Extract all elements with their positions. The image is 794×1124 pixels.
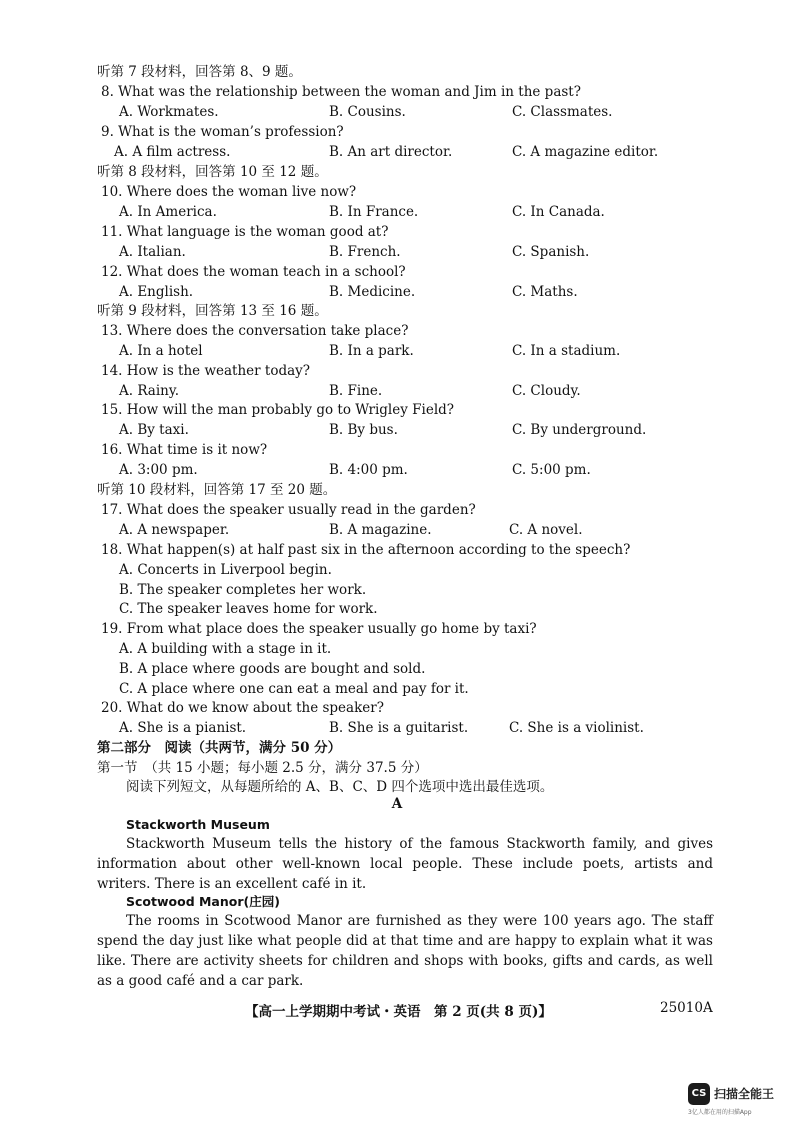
question-12: 12. What does the woman teach in a school? bbox=[101, 264, 406, 280]
q14-option-c: C. Cloudy. bbox=[512, 383, 581, 399]
question-14: 14. How is the weather today? bbox=[101, 363, 310, 379]
watermark-tagline: 3亿人都在用的扫描App bbox=[688, 1109, 752, 1116]
q16-option-c: C. 5:00 pm. bbox=[512, 462, 591, 478]
listening-heading-8: 听第 8 段材料，回答第 10 至 12 题。 bbox=[97, 164, 328, 180]
passage-label: A bbox=[391, 796, 403, 812]
q11-option-c: C. Spanish. bbox=[512, 244, 590, 260]
manor-title: Scotwood Manor(庄园) bbox=[126, 894, 280, 909]
question-15: 15. How will the man probably go to Wrigley Field? bbox=[101, 402, 455, 418]
q13-option-a: A. In a hotel bbox=[119, 343, 203, 359]
q8-option-b: B. Cousins. bbox=[329, 104, 406, 120]
question-9: 9. What is the woman’s profession? bbox=[101, 124, 344, 140]
q12-option-a: A. English. bbox=[119, 284, 194, 300]
paper-code: 25010A bbox=[660, 1000, 713, 1016]
q9-option-b: B. An art director. bbox=[329, 144, 453, 160]
museum-title: Stackworth Museum bbox=[126, 817, 270, 832]
question-16: 16. What time is it now? bbox=[101, 442, 268, 458]
q17-option-c: C. A novel. bbox=[509, 522, 583, 538]
q14-option-b: B. Fine. bbox=[329, 383, 383, 399]
q19-option-a: A. A building with a stage in it. bbox=[119, 641, 332, 657]
q11-option-b: B. French. bbox=[329, 244, 401, 260]
q18-option-c: C. The speaker leaves home for work. bbox=[119, 601, 378, 617]
q8-option-a: A. Workmates. bbox=[119, 104, 219, 120]
q15-option-b: B. By bus. bbox=[329, 422, 398, 438]
question-13: 13. Where does the conversation take place? bbox=[101, 323, 409, 339]
q19-option-c: C. A place where one can eat a meal and pay for it. bbox=[119, 681, 469, 697]
museum-paragraph: Stackworth Museum tells the history of the famous Stackworth family, and gives information about other well-known local people. These include poets, artists and writers. There is an excellent café in it. bbox=[97, 836, 713, 892]
page-footer: 【高一上学期期中考试・英语 第 2 页(共 8 页)】 bbox=[245, 1004, 552, 1020]
q17-option-b: B. A magazine. bbox=[329, 522, 432, 538]
q18-option-b: B. The speaker completes her work. bbox=[119, 582, 367, 598]
question-10: 10. Where does the woman live now? bbox=[101, 184, 357, 200]
q16-option-b: B. 4:00 pm. bbox=[329, 462, 408, 478]
q10-option-c: C. In Canada. bbox=[512, 204, 605, 220]
listening-heading-9: 听第 9 段材料，回答第 13 至 16 题。 bbox=[97, 303, 328, 319]
q11-option-a: A. Italian. bbox=[119, 244, 186, 260]
watermark-app-name: 扫描全能王 bbox=[714, 1087, 775, 1101]
reading-instruction: 阅读下列短文，从每题所给的 A、B、C、D 四个选项中选出最佳选项。 bbox=[126, 779, 554, 795]
q20-option-c: C. She is a violinist. bbox=[509, 720, 644, 736]
question-19: 19. From what place does the speaker usually go home by taxi? bbox=[101, 621, 537, 637]
q18-option-a: A. Concerts in Liverpool begin. bbox=[119, 562, 332, 578]
q9-option-a: A. A film actress. bbox=[114, 144, 231, 160]
section-one-title: 第一节 （共 15 小题；每小题 2.5 分，满分 37.5 分） bbox=[97, 760, 428, 776]
q12-option-b: B. Medicine. bbox=[329, 284, 416, 300]
q13-option-b: B. In a park. bbox=[329, 343, 414, 359]
question-11: 11. What language is the woman good at? bbox=[101, 224, 389, 240]
question-18: 18. What happen(s) at half past six in the afternoon according to the speech? bbox=[101, 542, 631, 558]
listening-heading-10: 听第 10 段材料，回答第 17 至 20 题。 bbox=[97, 482, 337, 498]
camscanner-logo-icon: CS bbox=[688, 1083, 710, 1105]
q14-option-a: A. Rainy. bbox=[119, 383, 179, 399]
q15-option-c: C. By underground. bbox=[512, 422, 647, 438]
manor-paragraph: The rooms in Scotwood Manor are furnished as they were 100 years ago. The staff spend the day just like what people did at that time and are happy to explain what it was like. There are activity sheets for children and shops with books, gifts and cards, as well as a good café and a car park. bbox=[97, 913, 713, 989]
q10-option-a: A. In America. bbox=[119, 204, 217, 220]
q9-option-c: C. A magazine editor. bbox=[512, 144, 659, 160]
listening-heading-7: 听第 7 段材料，回答第 8、9 题。 bbox=[97, 64, 302, 80]
q13-option-c: C. In a stadium. bbox=[512, 343, 621, 359]
q17-option-a: A. A newspaper. bbox=[119, 522, 230, 538]
question-20: 20. What do we know about the speaker? bbox=[101, 700, 384, 716]
q20-option-a: A. She is a pianist. bbox=[119, 720, 247, 736]
q15-option-a: A. By taxi. bbox=[119, 422, 189, 438]
q19-option-b: B. A place where goods are bought and sold. bbox=[119, 661, 426, 677]
question-17: 17. What does the speaker usually read in the garden? bbox=[101, 502, 476, 518]
q10-option-b: B. In France. bbox=[329, 204, 419, 220]
part-two-title: 第二部分 阅读（共两节，满分 50 分） bbox=[97, 740, 342, 756]
question-8: 8. What was the relationship between the woman and Jim in the past? bbox=[101, 84, 581, 100]
q20-option-b: B. She is a guitarist. bbox=[329, 720, 469, 736]
scanner-watermark bbox=[688, 1083, 784, 1116]
q8-option-c: C. Classmates. bbox=[512, 104, 613, 120]
q12-option-c: C. Maths. bbox=[512, 284, 578, 300]
q16-option-a: A. 3:00 pm. bbox=[119, 462, 198, 478]
